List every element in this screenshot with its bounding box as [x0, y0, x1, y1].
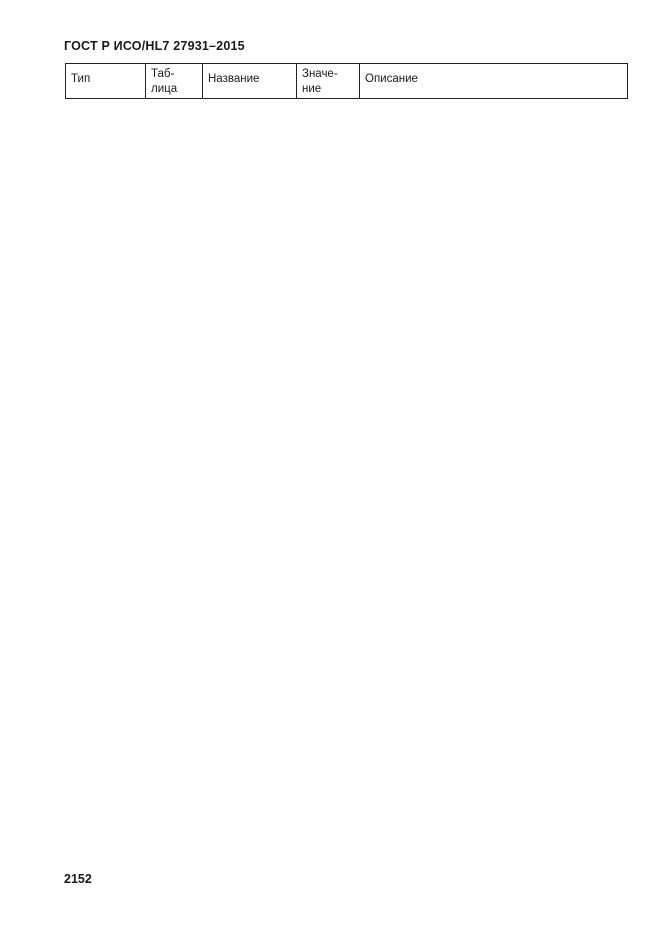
- column-header-table: Таб- лица: [146, 64, 203, 99]
- column-header-type: Тип: [66, 64, 146, 99]
- column-header-description: Описание: [360, 64, 628, 99]
- document-header: ГОСТ Р ИСО/HL7 27931–2015: [64, 39, 245, 53]
- column-header-name: Название: [203, 64, 297, 99]
- column-header-value: Значе- ние: [297, 64, 360, 99]
- page-number: 2152: [64, 872, 92, 886]
- table-header-row: [66, 64, 628, 99]
- code-table: [65, 63, 628, 99]
